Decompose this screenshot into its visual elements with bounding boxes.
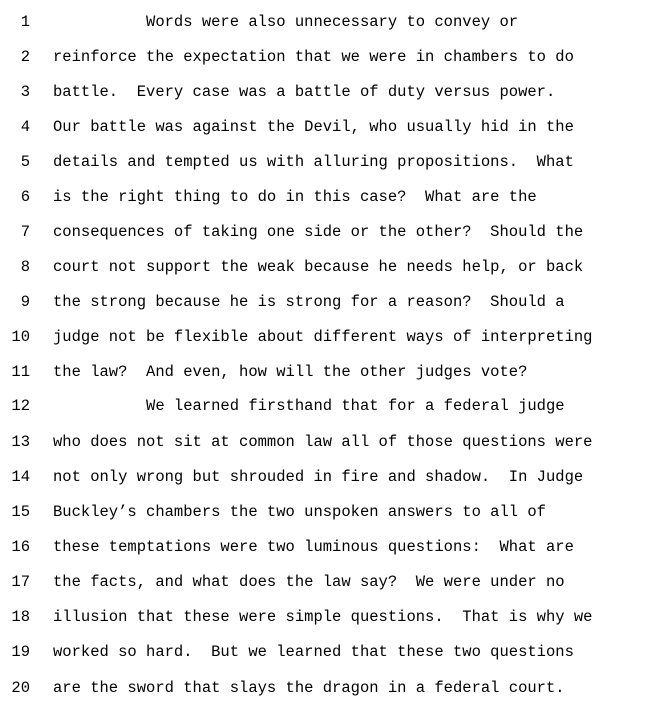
line-18 (0, 607, 657, 642)
line-text: illusion that these were simple questions. That is why we (53, 608, 593, 626)
line-text: are the sword that slays the dragon in a federal court. (53, 679, 565, 697)
line-2 (0, 47, 657, 82)
line-number: 5 (20, 153, 30, 171)
line-13 (0, 432, 657, 467)
line-text: Buckley’s chambers the two unspoken answers to all of (53, 503, 546, 521)
line-text: reinforce the expectation that we were in chambers to do (53, 48, 574, 66)
line-1 (0, 12, 657, 47)
line-11 (0, 362, 657, 397)
line-number: 14 (11, 468, 30, 486)
line-number: 15 (11, 503, 30, 521)
line-text: We learned firsthand that for a federal judge (53, 397, 565, 415)
line-number: 18 (11, 608, 30, 626)
line-number: 3 (20, 83, 30, 101)
line-text: details and tempted us with alluring propositions. What (53, 153, 574, 171)
line-text: who does not sit at common law all of those questions were (53, 433, 593, 451)
line-7 (0, 222, 657, 257)
line-6 (0, 187, 657, 222)
line-number: 6 (20, 188, 30, 206)
line-14 (0, 467, 657, 502)
line-text: the strong because he is strong for a reason? Should a (53, 293, 565, 311)
line-5 (0, 152, 657, 187)
line-3 (0, 82, 657, 117)
line-number: 13 (11, 433, 30, 451)
line-number: 10 (11, 328, 30, 346)
line-number: 8 (20, 258, 30, 276)
line-text: the facts, and what does the law say? We were under no (53, 573, 565, 591)
line-text: not only wrong but shrouded in fire and shadow. In Judge (53, 468, 584, 486)
line-number: 2 (20, 48, 30, 66)
line-16 (0, 537, 657, 572)
line-number: 17 (11, 573, 30, 591)
line-number: 1 (20, 13, 30, 31)
line-number: 16 (11, 538, 30, 556)
line-text: Our battle was against the Devil, who usually hid in the (53, 118, 574, 136)
line-number: 7 (20, 223, 30, 241)
line-text: is the right thing to do in this case? What are the (53, 188, 537, 206)
line-text: court not support the weak because he needs help, or back (53, 258, 584, 276)
line-number: 20 (11, 679, 30, 697)
line-number: 4 (20, 118, 30, 136)
line-number: 11 (11, 363, 30, 381)
line-number: 19 (11, 643, 30, 661)
line-20 (0, 678, 657, 713)
line-9 (0, 292, 657, 327)
line-10 (0, 327, 657, 362)
line-8 (0, 257, 657, 292)
line-text: worked so hard. But we learned that these two questions (53, 643, 574, 661)
line-number: 12 (11, 397, 30, 415)
line-4 (0, 117, 657, 152)
line-number: 9 (20, 293, 30, 311)
line-text: Words were also unnecessary to convey or (53, 13, 519, 31)
line-text: these temptations were two luminous questions: What are (53, 538, 574, 556)
line-12 (0, 396, 657, 431)
line-text: battle. Every case was a battle of duty versus power. (53, 83, 556, 101)
line-17 (0, 572, 657, 607)
line-19 (0, 642, 657, 677)
line-text: the law? And even, how will the other judges vote? (53, 363, 528, 381)
line-15 (0, 502, 657, 537)
line-text: judge not be flexible about different ways of interpreting (53, 328, 593, 346)
line-text: consequences of taking one side or the other? Should the (53, 223, 584, 241)
